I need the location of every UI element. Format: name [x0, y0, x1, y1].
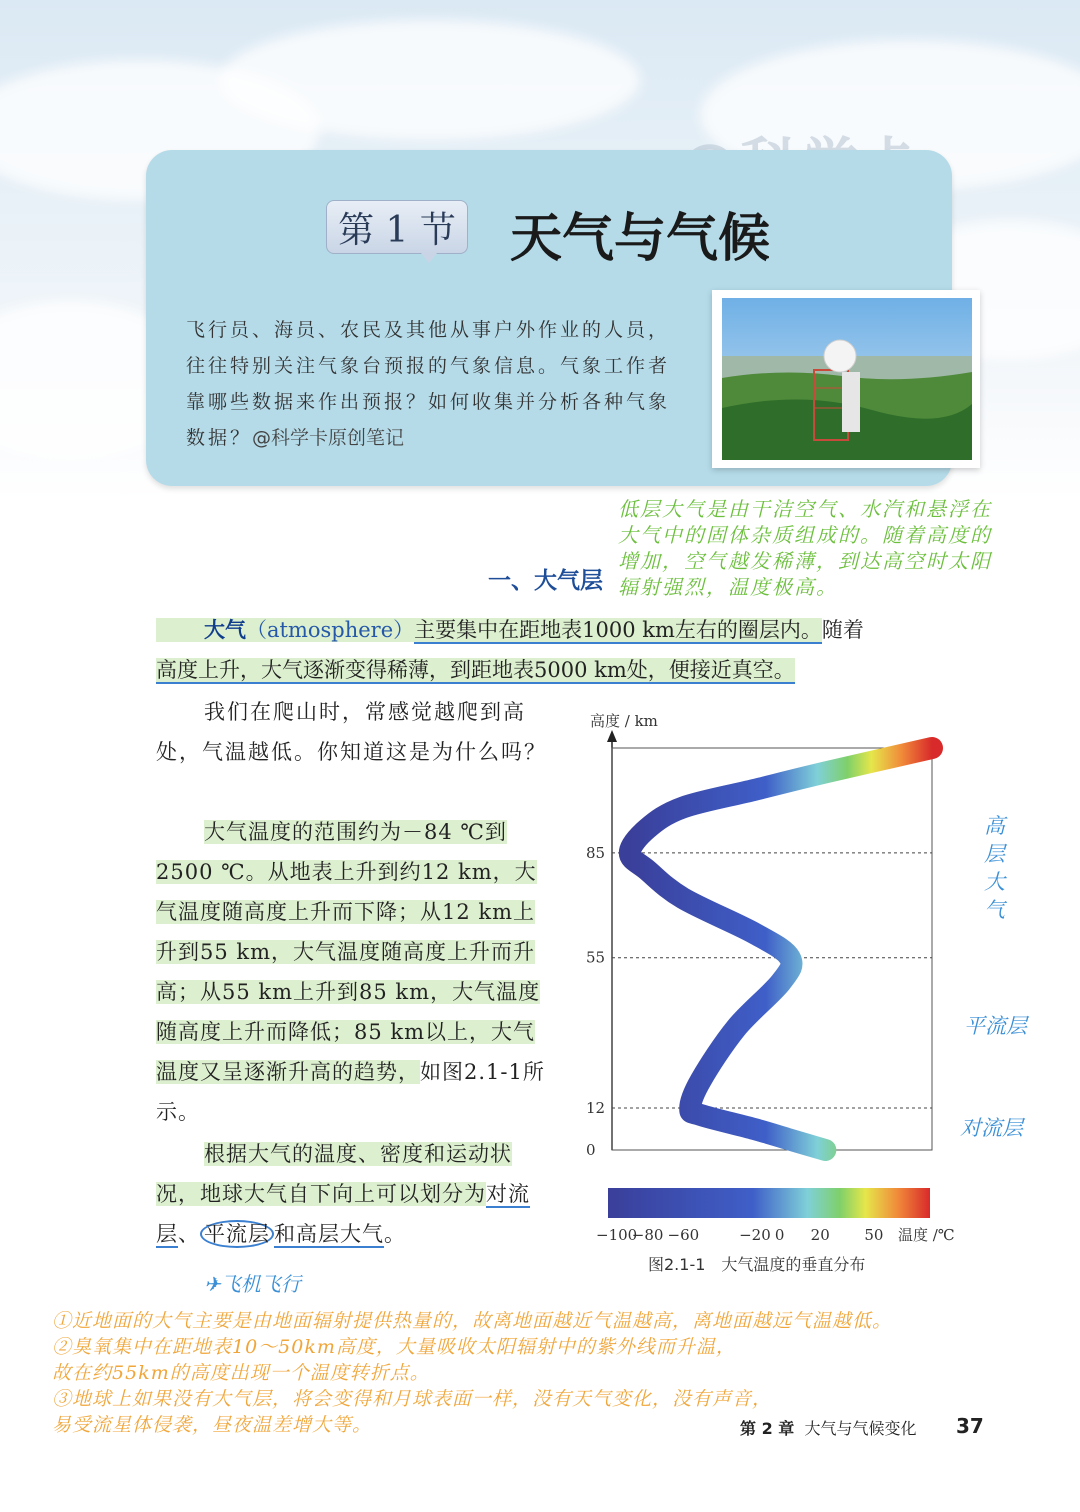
- weather-station-photo: [712, 290, 980, 468]
- label-stratosphere: 平流层: [964, 1014, 1027, 1038]
- orange-note-4: ③地球上如果没有大气层，将会变得和月球表面一样，没有天气变化，没有声音，: [52, 1388, 773, 1410]
- p1-highlight: 主要集中在距地表1000 km左右的圈层内。: [414, 618, 822, 642]
- x-tick-3: −20: [739, 1226, 771, 1244]
- page-title: 天气与气候: [510, 209, 771, 269]
- chart-svg: [560, 700, 980, 1290]
- page-number: 37: [956, 1414, 984, 1438]
- y-tick-12: 12: [586, 1099, 606, 1118]
- y-axis-label: 高度 / km: [590, 712, 658, 730]
- paragraph-mountain: [156, 692, 552, 772]
- y-tick-85: 85: [586, 843, 606, 862]
- chapter-number: 第 2 章: [740, 1419, 795, 1438]
- chapter-title: 大气与气候变化: [804, 1419, 917, 1438]
- x-tick-4: 0: [774, 1226, 785, 1244]
- label-upper-atmosphere: 高层大气: [984, 814, 1005, 922]
- green-annotation: 低层大气是由干洁空气、水汽和悬浮在大气中的固体杂质组成的。随着高度的增加，空气越发稀薄，到达高空时太阳辐射强烈，温度极高。: [618, 497, 992, 599]
- figure-caption: 图2.1-1 大气温度的垂直分布: [648, 1255, 866, 1274]
- page-footer: [740, 1416, 916, 1439]
- p4-a: 根据大气的温度、密度和运动状况，地球大气自下向上可以划分为: [156, 1142, 512, 1206]
- section-tag: 第 1 节: [326, 200, 468, 254]
- p4-end: 。: [384, 1222, 406, 1246]
- paragraph-layers: [156, 1134, 552, 1254]
- p3-ref: 如图2.1-1所示。: [156, 1060, 545, 1124]
- p1-line2: 高度上升，大气逐渐变得稀薄，到距地表5000 km处，便接近真空。: [156, 658, 795, 682]
- section-heading: 一、大气层: [488, 568, 603, 594]
- x-tick-6: 50: [864, 1226, 884, 1244]
- photo-image: [722, 298, 972, 460]
- label-troposphere: 对流层: [960, 1116, 1023, 1140]
- orange-note-1: ①近地面的大气主要是由地面辐射提供热量的，故离地面越近气温越高，离地面越远气温越低。: [52, 1310, 893, 1332]
- x-tick-1: −80: [631, 1226, 664, 1244]
- layer-troposphere: 对流层: [156, 1182, 530, 1246]
- temperature-curve: [630, 748, 932, 1150]
- x-tick-2: −60: [667, 1226, 700, 1244]
- y-tick-55: 55: [586, 948, 606, 967]
- x-tick-0: −100: [596, 1226, 638, 1244]
- term-atmosphere: 大气: [204, 618, 246, 642]
- temperature-profile-chart: [560, 700, 980, 1290]
- airplane-note: ✈飞机飞行: [204, 1272, 301, 1296]
- orange-note-5: 易受流星体侵袭，昼夜温差增大等。: [52, 1414, 373, 1436]
- orange-note-3: 故在约55km的高度出现一个温度转折点。: [52, 1362, 430, 1384]
- p1-tail: 随着: [821, 618, 864, 642]
- term-english: （atmosphere）: [246, 618, 415, 642]
- y-tick-0: 0: [586, 1141, 596, 1159]
- paragraph-atmosphere: [156, 610, 946, 690]
- intro-body: 飞行员、海员、农民及其他从事户外作业的人员，往往特别关注气象台预报的气象信息。气象工作者靠哪些数据来作出预报？如何收集并分析各种气象数据？: [186, 319, 671, 449]
- paragraph-temperature: [156, 812, 552, 1132]
- p2-text: 我们在爬山时，常感觉越爬到高处，气温越低。你知道这是为什么吗？: [156, 700, 547, 764]
- intro-text: [186, 312, 684, 456]
- p4-sep: 、: [178, 1222, 200, 1246]
- layer-stratosphere: 平流层: [200, 1220, 274, 1248]
- x-axis-label: 温度 /℃: [898, 1226, 955, 1244]
- p3-highlight: 大气温度的范围约为－84 ℃到2500 ℃。从地表上升到约12 km，大气温度随高度上升而下降；从12 km上升到55 km，大气温度随高度上升而升高；从55 km上升到85 km，大气温度随高度上升而降低；85 km以上，大气温度又呈逐渐升高的趋势，: [156, 820, 541, 1084]
- orange-note-2: ②臭氧集中在距地表10～50km高度，大量吸收太阳辐射中的紫外线而升温，: [52, 1336, 736, 1358]
- layer-upper: 和高层大气: [274, 1222, 384, 1246]
- intro-mark: @科学卡原创笔记: [252, 427, 405, 449]
- x-tick-5: 20: [810, 1226, 830, 1244]
- colorbar: [608, 1188, 930, 1218]
